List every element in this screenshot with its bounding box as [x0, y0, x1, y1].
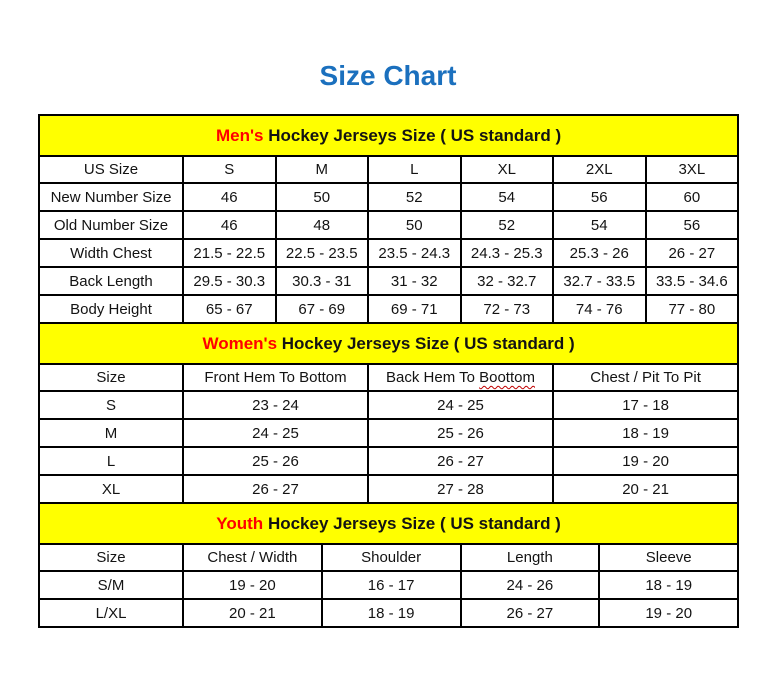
- youth-column-header-row: [39, 544, 738, 571]
- size-cell: 54: [461, 183, 554, 211]
- size-cell: 54: [553, 211, 646, 239]
- row-label: M: [39, 419, 183, 447]
- youth-heading-highlight: Youth: [216, 513, 264, 533]
- size-cell: 18 - 19: [599, 571, 738, 599]
- column-header: M: [276, 156, 369, 183]
- size-cell: 31 - 32: [368, 267, 461, 295]
- table-row: [39, 419, 738, 447]
- size-cell: 65 - 67: [183, 295, 276, 323]
- size-cell: 46: [183, 183, 276, 211]
- size-cell: 25 - 26: [183, 447, 368, 475]
- page-title: Size Chart: [319, 60, 457, 91]
- youth-section-heading: [39, 503, 738, 544]
- table-row: [39, 599, 738, 627]
- size-cell: 52: [461, 211, 554, 239]
- womens-heading-highlight: Women's: [202, 333, 278, 353]
- column-header: L: [368, 156, 461, 183]
- size-cell: 56: [553, 183, 646, 211]
- column-header: XL: [461, 156, 554, 183]
- size-cell: 32 - 32.7: [461, 267, 554, 295]
- womens-section-heading: [39, 323, 738, 364]
- size-cell: 22.5 - 23.5: [276, 239, 369, 267]
- size-cell: 67 - 69: [276, 295, 369, 323]
- mens-heading-highlight: Men's: [216, 125, 264, 145]
- table-row: [39, 267, 738, 295]
- column-header: 2XL: [553, 156, 646, 183]
- row-label: New Number Size: [39, 183, 183, 211]
- size-cell: 29.5 - 30.3: [183, 267, 276, 295]
- size-cell: 26 - 27: [646, 239, 739, 267]
- size-cell: 26 - 27: [368, 447, 553, 475]
- size-cell: 19 - 20: [553, 447, 738, 475]
- size-cell: 20 - 21: [553, 475, 738, 503]
- column-header: [368, 364, 553, 391]
- row-label: S/M: [39, 571, 183, 599]
- column-header: Front Hem To Bottom: [183, 364, 368, 391]
- column-header: Size: [39, 364, 183, 391]
- row-label: L: [39, 447, 183, 475]
- table-row: [39, 211, 738, 239]
- size-cell: 56: [646, 211, 739, 239]
- row-label: Old Number Size: [39, 211, 183, 239]
- table-row: [39, 295, 738, 323]
- size-cell: 30.3 - 31: [276, 267, 369, 295]
- size-cell: 25.3 - 26: [553, 239, 646, 267]
- column-header: Size: [39, 544, 183, 571]
- youth-section-heading-row: [39, 503, 738, 544]
- size-cell: 50: [276, 183, 369, 211]
- womens-column-header-row: [39, 364, 738, 391]
- size-cell: 77 - 80: [646, 295, 739, 323]
- size-cell: 60: [646, 183, 739, 211]
- size-cell: 52: [368, 183, 461, 211]
- column-header: US Size: [39, 156, 183, 183]
- size-cell: 69 - 71: [368, 295, 461, 323]
- size-cell: 23 - 24: [183, 391, 368, 419]
- size-cell: 32.7 - 33.5: [553, 267, 646, 295]
- column-header: Chest / Width: [183, 544, 322, 571]
- table-row: [39, 391, 738, 419]
- size-cell: 48: [276, 211, 369, 239]
- size-cell: 24 - 25: [183, 419, 368, 447]
- size-cell: 18 - 19: [322, 599, 461, 627]
- womens-heading-rest: Hockey Jerseys Size ( US standard ): [281, 333, 575, 353]
- row-label: XL: [39, 475, 183, 503]
- column-header: S: [183, 156, 276, 183]
- misspelled-word: Boottom: [479, 369, 535, 386]
- column-header: Chest / Pit To Pit: [553, 364, 738, 391]
- size-cell: 23.5 - 24.3: [368, 239, 461, 267]
- mens-heading-rest: Hockey Jerseys Size ( US standard ): [268, 125, 562, 145]
- size-cell: 46: [183, 211, 276, 239]
- mens-section-heading-row: [39, 115, 738, 156]
- size-chart-container: [38, 114, 737, 628]
- mens-section-heading: [39, 115, 738, 156]
- table-row: [39, 239, 738, 267]
- size-cell: 18 - 19: [553, 419, 738, 447]
- size-cell: 24 - 26: [461, 571, 600, 599]
- size-cell: 16 - 17: [322, 571, 461, 599]
- size-cell: 21.5 - 22.5: [183, 239, 276, 267]
- size-cell: 20 - 21: [183, 599, 322, 627]
- table-row: [39, 183, 738, 211]
- size-cell: 19 - 20: [599, 599, 738, 627]
- column-header: Length: [461, 544, 600, 571]
- size-cell: 17 - 18: [553, 391, 738, 419]
- size-cell: 19 - 20: [183, 571, 322, 599]
- table-row: [39, 571, 738, 599]
- column-header: Sleeve: [599, 544, 738, 571]
- column-header-text: Back Hem To: [386, 369, 475, 386]
- size-cell: 26 - 27: [183, 475, 368, 503]
- mens-column-header-row: [39, 156, 738, 183]
- size-cell: 72 - 73: [461, 295, 554, 323]
- table-row: [39, 475, 738, 503]
- column-header: Shoulder: [322, 544, 461, 571]
- row-label: S: [39, 391, 183, 419]
- size-cell: 26 - 27: [461, 599, 600, 627]
- womens-section-heading-row: [39, 323, 738, 364]
- size-cell: 33.5 - 34.6: [646, 267, 739, 295]
- size-cell: 25 - 26: [368, 419, 553, 447]
- youth-heading-rest: Hockey Jerseys Size ( US standard ): [267, 513, 561, 533]
- size-cell: 50: [368, 211, 461, 239]
- size-cell: 24.3 - 25.3: [461, 239, 554, 267]
- row-label: Body Height: [39, 295, 183, 323]
- size-cell: 74 - 76: [553, 295, 646, 323]
- size-chart-table: [38, 114, 739, 628]
- row-label: Width Chest: [39, 239, 183, 267]
- row-label: Back Length: [39, 267, 183, 295]
- table-row: [39, 447, 738, 475]
- row-label: L/XL: [39, 599, 183, 627]
- column-header: 3XL: [646, 156, 739, 183]
- size-cell: 24 - 25: [368, 391, 553, 419]
- size-cell: 27 - 28: [368, 475, 553, 503]
